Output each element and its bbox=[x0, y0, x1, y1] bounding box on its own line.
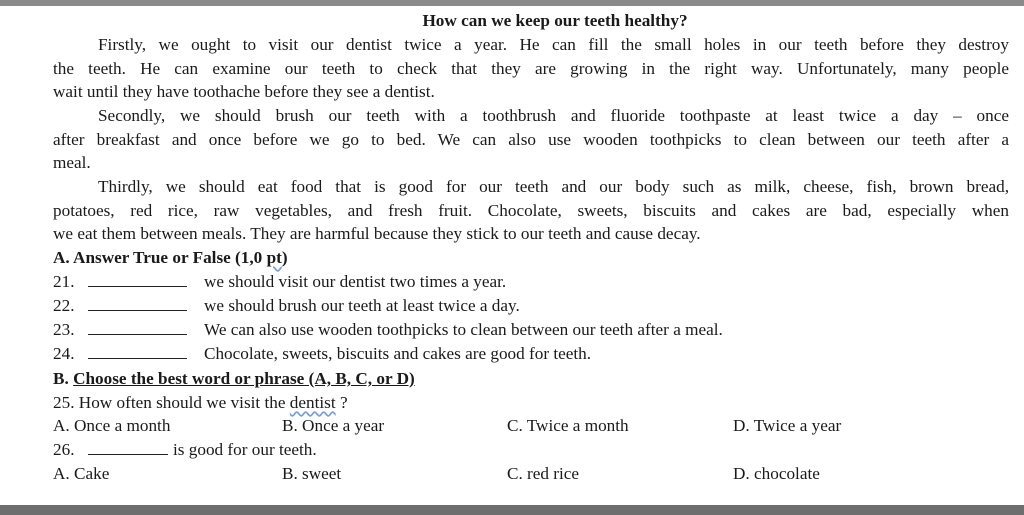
question-25-word: dentist bbox=[289, 393, 336, 412]
paragraph-3-line-1: Thirdly, we should eat food that is good for our teeth and our body such as milk, cheese, fish, brown bread, bbox=[98, 177, 1009, 196]
question-26-answer-blank[interactable] bbox=[88, 438, 168, 455]
question-26-option-b[interactable]: B. sweet bbox=[282, 464, 342, 483]
paragraph-3-line-3: we eat them between meals. They are harmful because they stick to our teeth and cause decay. bbox=[53, 224, 701, 243]
question-21-number: 21. bbox=[53, 272, 75, 291]
question-21-statement: we should visit our dentist two times a year. bbox=[204, 272, 507, 291]
question-23-number: 23. bbox=[53, 320, 75, 339]
paragraph-2-line-3: meal. bbox=[53, 153, 91, 172]
question-22-number: 22. bbox=[53, 296, 75, 315]
bottom-border bbox=[0, 505, 1024, 515]
section-b-heading bbox=[53, 367, 415, 390]
question-26-number: 26. bbox=[53, 440, 75, 459]
question-24-answer-blank[interactable] bbox=[88, 342, 187, 359]
question-26-option-a[interactable]: A. Cake bbox=[53, 464, 110, 483]
paragraph-1-line-1: Firstly, we ought to visit our dentist twice a year. He can fill the small holes in our teeth before they destroy bbox=[98, 35, 1009, 54]
paragraph-2-line-2: after breakfast and once before we go to bed. We can also use wooden toothpicks to clean between our teeth after a bbox=[53, 130, 1009, 149]
paragraph-3-line-2: potatoes, red rice, raw vegetables, and fresh fruit. Chocolate, sweets, biscuits and cakes are bad, especially when bbox=[53, 201, 1009, 220]
question-22-statement: we should brush our teeth at least twice a day. bbox=[204, 296, 520, 315]
section-b-heading-prefix: B. bbox=[53, 369, 74, 388]
question-24-statement: Chocolate, sweets, biscuits and cakes are good for teeth. bbox=[204, 344, 592, 363]
question-26-option-d[interactable]: D. chocolate bbox=[733, 464, 820, 483]
section-a-heading bbox=[53, 246, 288, 269]
question-25-prefix: 25. How often should we visit the bbox=[53, 393, 290, 412]
question-23-statement: We can also use wooden toothpicks to clean between our teeth after a meal. bbox=[204, 320, 723, 339]
paragraph-1-line-3: wait until they have toothache before they see a dentist. bbox=[53, 82, 435, 101]
section-a-heading-close: ) bbox=[281, 248, 288, 267]
paragraph-2-line-1: Secondly, we should brush our teeth with a toothbrush and fluoride toothpaste at least twice a day – once bbox=[98, 106, 1009, 125]
question-23-answer-blank[interactable] bbox=[88, 318, 187, 335]
question-25-suffix: ? bbox=[335, 393, 348, 412]
section-a-heading-text: A. Answer True or False (1,0 bbox=[53, 248, 267, 267]
question-25 bbox=[53, 391, 348, 414]
question-24-number: 24. bbox=[53, 344, 75, 363]
question-22-answer-blank[interactable] bbox=[88, 294, 187, 311]
question-25-option-d[interactable]: D. Twice a year bbox=[733, 416, 842, 435]
question-21-answer-blank[interactable] bbox=[88, 270, 187, 287]
question-26-text: is good for our teeth. bbox=[173, 440, 317, 459]
question-26-option-c[interactable]: C. red rice bbox=[507, 464, 580, 483]
page-title: How can we keep our teeth healthy? bbox=[422, 11, 688, 30]
section-a-heading-pt: pt bbox=[266, 248, 282, 267]
question-25-option-c[interactable]: C. Twice a month bbox=[507, 416, 629, 435]
question-25-option-a[interactable]: A. Once a month bbox=[53, 416, 171, 435]
question-25-option-b[interactable]: B. Once a year bbox=[282, 416, 385, 435]
paragraph-1-line-2: the teeth. He can examine our teeth to check that they are growing in the right way. Unfortunately, many people bbox=[53, 59, 1009, 78]
section-b-heading-text: Choose the best word or phrase (A, B, C, or D) bbox=[73, 369, 415, 388]
